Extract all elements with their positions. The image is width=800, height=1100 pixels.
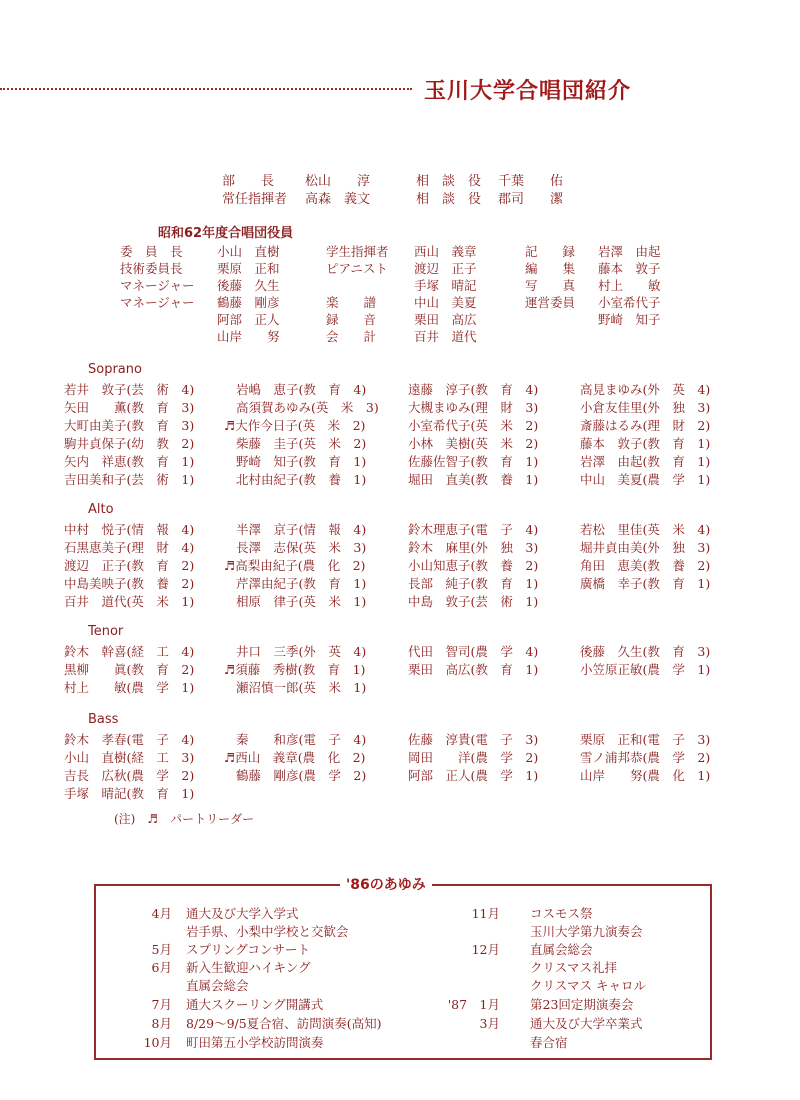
officer-name: 藤本 敦子 [598,261,661,276]
member-entry: 駒井貞保子(幼 教 2) [64,436,195,451]
member-entry: 岡田 洋(農 学 2) [408,750,539,765]
officer-name: 小室希代子 [598,295,661,310]
member-entry: 小倉友佳里(外 独 3) [580,400,711,415]
staff-role: 相 談 役 [416,192,482,207]
officer-role: 記 録 [525,244,576,259]
member-entry: 百井 道代(英 米 1) [64,594,195,609]
member-entry: 石黒恵美子(理 財 4) [64,540,195,555]
member-entry: 佐藤佐智子(教 育 1) [408,454,539,469]
officer-name: 中山 美夏 [414,295,477,310]
officer-name: 阿部 正人 [217,312,280,327]
staff-name: 高森 義文 [305,192,371,207]
history-month: '87 1月 [447,997,500,1012]
history-event: 新入生歓迎ハイキング [186,960,311,975]
member-entry: 堀井貞由美(外 独 3) [580,540,711,555]
member-entry: 相原 律子(英 米 1) [236,594,367,609]
officer-name: 岩澤 由起 [598,244,661,259]
officer-role: 委 員 長 [120,244,183,259]
history-month: 8月 [151,1016,172,1031]
member-entry: 吉長 広秋(農 学 2) [64,768,195,783]
history-event: 直属会総会 [530,942,593,957]
member-entry: 芹澤由紀子(教 育 1) [236,576,367,591]
officer-name: 鶴藤 剛彦 [217,295,280,310]
member-entry: 渡辺 正子(教 育 2) [64,558,195,573]
officer-name: 百井 道代 [414,329,477,344]
member-entry: 黒柳 眞(教 育 2) [64,662,195,677]
history-event: クリスマス キャロル [530,978,646,993]
member-entry: 雪ノ浦邦恭(農 学 2) [580,750,711,765]
member-entry: 阿部 正人(農 学 1) [408,768,539,783]
officer-name: 栗原 正和 [217,261,280,276]
officer-name: 手塚 晴記 [414,278,477,293]
history-month: 10月 [143,1035,172,1050]
member-entry: 小山 直樹(経 工 3) [64,750,195,765]
member-entry: 岩嶋 恵子(教 育 4) [236,382,367,397]
part-heading-soprano: Soprano [88,362,142,377]
officer-name: 山岸 努 [217,329,280,344]
member-entry: 小山知恵子(教 養 2) [408,558,539,573]
officer-name: 西山 義章 [414,244,477,259]
history-title: '86のあゆみ [340,874,432,894]
officer-role: 楽 譜 [326,295,377,310]
member-entry: 角田 恵美(教 養 2) [580,558,711,573]
history-event: クリスマス礼拝 [530,960,618,975]
history-month: 4月 [151,906,172,921]
member-entry: 鈴木 幹喜(経 工 4) [64,644,195,659]
officer-name: 渡辺 正子 [414,261,477,276]
member-entry: 山岸 努(農 化 1) [580,768,711,783]
staff-role: 部 長 [222,174,275,189]
member-entry: 鈴木 孝春(電 子 4) [64,732,195,747]
history-event: 8/29～9/5夏合宿、訪問演奏(高知) [186,1016,382,1031]
member-entry: 斎藤はるみ(理 財 2) [580,418,711,433]
staff-name: 千葉 佑 [498,174,564,189]
officer-role: マネージャー [120,295,195,310]
member-entry: 小林 美樹(英 米 2) [408,436,539,451]
title-dotted-rule [0,88,412,90]
member-entry: 中島 敦子(芸 術 1) [408,594,539,609]
member-entry: ♬西山 義章(農 化 2) [224,750,366,765]
member-entry: 後藤 久生(教 育 3) [580,644,711,659]
member-entry: 北村由紀子(教 養 1) [236,472,367,487]
part-leader-note: (注) ♬ パートリーダー [114,812,255,826]
history-event: スプリングコンサート [186,942,311,957]
member-entry: 若松 里佳(英 米 4) [580,522,711,537]
member-entry: 栗田 高広(教 育 1) [408,662,539,677]
member-entry: 吉田美和子(芸 術 1) [64,472,195,487]
history-month: 5月 [151,942,172,957]
member-entry: 鈴木 麻里(外 独 3) [408,540,539,555]
officer-name: 小山 直樹 [217,244,280,259]
staff-name: 郡司 潔 [498,192,564,207]
member-entry: 中島美映子(教 養 2) [64,576,195,591]
history-month: 6月 [151,960,172,975]
member-entry: 秦 和彦(電 子 4) [236,732,367,747]
officer-role: 編 集 [525,261,576,276]
member-entry: 大町由美子(教 育 3) [64,418,195,433]
history-month: 7月 [151,997,172,1012]
member-entry: 鶴藤 剛彦(農 学 2) [236,768,367,783]
member-entry: 野崎 知子(教 育 1) [236,454,367,469]
history-event: コスモス祭 [530,906,593,921]
member-entry: 長澤 志保(英 米 3) [236,540,367,555]
member-entry: 佐藤 淳貴(電 子 3) [408,732,539,747]
part-heading-bass: Bass [88,712,119,727]
history-event: 通大及び大学卒業式 [530,1016,643,1031]
member-entry: 廣橋 幸子(教 育 1) [580,576,711,591]
member-entry: 瀬沼慎一郎(英 米 1) [236,680,367,695]
history-event: 玉川大学第九演奏会 [530,924,643,939]
part-heading-alto: Alto [88,502,114,517]
member-entry: 小室希代子(英 米 2) [408,418,539,433]
officer-role: マネージャー [120,278,195,293]
member-entry: 長部 純子(教 育 1) [408,576,539,591]
member-entry: 代田 智司(農 学 4) [408,644,539,659]
member-entry: 高見まゆみ(外 英 4) [580,382,711,397]
officer-role: 運営委員 [525,295,576,310]
member-entry: 大槻まゆみ(理 財 3) [408,400,539,415]
member-entry: 矢田 薫(教 育 3) [64,400,195,415]
member-entry: 半澤 京子(情 報 4) [236,522,367,537]
history-event: 通大スクーリング開講式 [186,997,324,1012]
member-entry: 堀田 直美(教 養 1) [408,472,539,487]
officer-role: 技術委員長 [120,261,183,276]
member-entry: 中山 美夏(農 学 1) [580,472,711,487]
member-entry: ♬高梨由紀子(農 化 2) [224,558,366,573]
officer-role: 学生指揮者 [326,244,389,259]
officer-role: 会 計 [326,329,377,344]
member-entry: 遠藤 淳子(教 育 4) [408,382,539,397]
member-entry: 村上 敏(農 学 1) [64,680,195,695]
officer-name: 後藤 久生 [217,278,280,293]
member-entry: 鈴木理恵子(電 子 4) [408,522,539,537]
page-title: 玉川大学合唱団紹介 [424,79,632,104]
member-entry: 矢内 祥恵(教 育 1) [64,454,195,469]
member-entry: 栗原 正和(電 子 3) [580,732,711,747]
officer-name: 栗田 高広 [414,312,477,327]
history-event: 岩手県、小梨中学校と交歓会 [186,924,349,939]
member-entry: 手塚 晴記(教 育 1) [64,786,195,801]
officer-role: 写 真 [525,278,576,293]
member-entry: ♬須藤 秀樹(教 育 1) [224,662,366,677]
member-entry: 中村 悦子(情 報 4) [64,522,195,537]
history-event: 春合宿 [530,1035,568,1050]
officer-role: ピアニスト [326,261,388,276]
member-entry: ♬大作今日子(英 米 2) [224,418,366,433]
history-month: 11月 [471,906,500,921]
staff-name: 松山 淳 [305,174,371,189]
officer-name: 村上 敏 [598,278,661,293]
member-entry: 岩澤 由起(教 育 1) [580,454,711,469]
history-event: 第23回定期演奏会 [530,997,634,1012]
officer-role: 録 音 [326,312,377,327]
part-heading-tenor: Tenor [88,624,124,639]
officer-name: 野崎 知子 [598,312,661,327]
history-month: 3月 [479,1016,500,1031]
member-entry: 井口 三季(外 英 4) [236,644,367,659]
member-entry: 柴藤 圭子(英 米 2) [236,436,367,451]
history-event: 町田第五小学校訪問演奏 [186,1035,324,1050]
officers-heading: 昭和62年度合唱団役員 [158,226,294,241]
member-entry: 藤本 敦子(教 育 1) [580,436,711,451]
member-entry: 若井 敦子(芸 術 4) [64,382,195,397]
staff-role: 相 談 役 [416,174,482,189]
member-entry: 小笠原正敏(農 学 1) [580,662,711,677]
staff-role: 常任指揮者 [222,192,288,207]
member-entry: 高須賀あゆみ(英 米 3) [236,400,379,415]
history-month: 12月 [471,942,500,957]
history-event: 直属会総会 [186,978,249,993]
history-event: 通大及び大学入学式 [186,906,299,921]
